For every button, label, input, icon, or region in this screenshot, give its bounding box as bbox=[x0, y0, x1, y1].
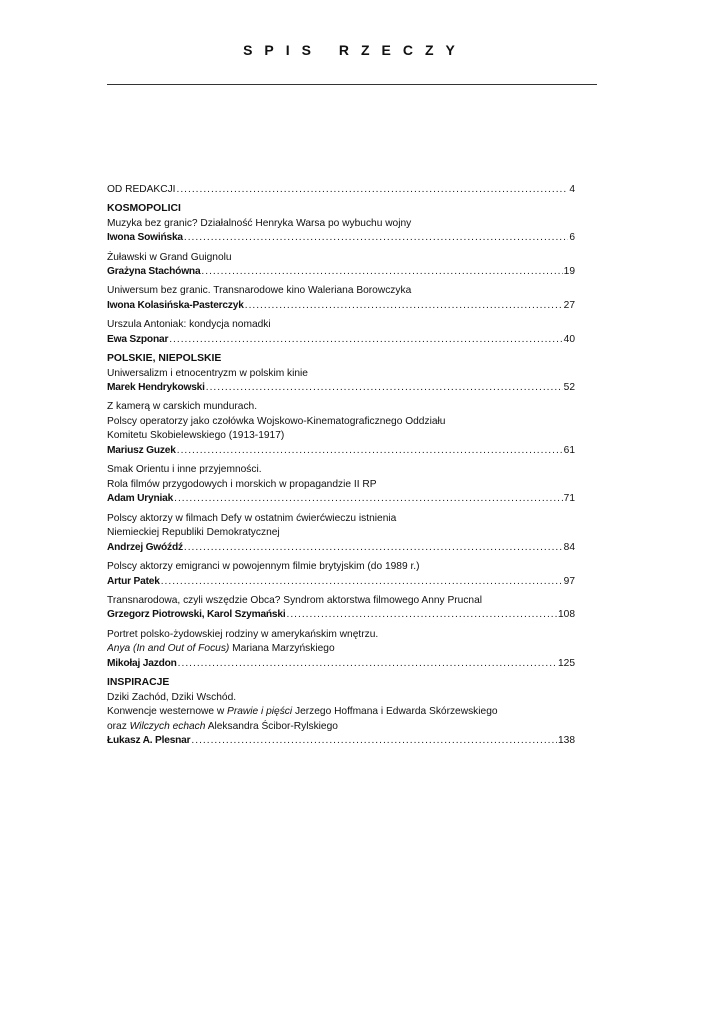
entry-author: Grażyna Stachówna bbox=[107, 266, 201, 278]
page-number: 27 bbox=[563, 299, 575, 311]
entry-author: Marek Hendrykowski bbox=[107, 382, 205, 394]
entry-author: Mariusz Guzek bbox=[107, 445, 176, 457]
toc-entry[interactable] bbox=[107, 560, 575, 589]
toc-entry[interactable] bbox=[107, 512, 575, 556]
dot-leader bbox=[191, 734, 557, 749]
toc-entry[interactable] bbox=[107, 217, 575, 246]
entry-author: Ewa Szponar bbox=[107, 333, 169, 345]
page-number: 4 bbox=[569, 184, 575, 195]
toc-entry[interactable] bbox=[107, 691, 575, 749]
dot-leader bbox=[169, 333, 562, 348]
entry-title-rest: Mariana Marzyńskiego bbox=[229, 643, 335, 655]
entry-title: Niemieckiej Republiki Demokratycznej bbox=[107, 527, 280, 539]
dot-leader bbox=[177, 444, 563, 459]
entry-title-part: Konwencje westernowe w bbox=[107, 706, 228, 718]
section-heading-polskie-niepolskie: POLSKIE, NIEPOLSKIE bbox=[107, 352, 222, 364]
dot-leader bbox=[174, 492, 563, 507]
entry-author: Iwona Sowińska bbox=[107, 232, 183, 244]
dot-leader bbox=[177, 183, 569, 198]
section-heading-kosmopolici: KOSMOPOLICI bbox=[107, 203, 181, 215]
page-number: 19 bbox=[563, 266, 575, 278]
toc-entry[interactable] bbox=[107, 628, 575, 672]
dot-leader bbox=[161, 575, 563, 590]
entry-title: Uniwersum bez granic. Transnarodowe kino Waleriana Borowczyka bbox=[107, 285, 412, 297]
entry-title: Z kamerą w carskich mundurach. bbox=[107, 401, 258, 413]
entry-author: Mikołaj Jazdon bbox=[107, 657, 177, 669]
entry-title-part: Aleksandra Ścibor-Rylskiego bbox=[205, 720, 338, 732]
entry-title: Komitetu Skobielewskiego (1913-1917) bbox=[107, 430, 285, 442]
entry-title bbox=[107, 720, 575, 735]
toc-entry[interactable] bbox=[107, 318, 575, 347]
entry-title-part: Jerzego Hoffmana i Edwarda Skórzewskiego bbox=[292, 706, 498, 718]
page-number: 97 bbox=[563, 575, 575, 587]
entry-author: Grzegorz Piotrowski, Karol Szymański bbox=[107, 609, 286, 621]
page-number: 6 bbox=[569, 232, 575, 244]
entry-title: Polscy aktorzy w filmach Defy w ostatnim ćwierćwieczu istnienia bbox=[107, 512, 397, 524]
toc-entry[interactable] bbox=[107, 463, 575, 507]
title-divider bbox=[107, 84, 597, 85]
toc-entry[interactable] bbox=[107, 251, 575, 280]
entry-title bbox=[107, 642, 575, 657]
page-number: 125 bbox=[558, 657, 575, 669]
film-title: Anya (In and Out of Focus) bbox=[107, 643, 230, 655]
page-number: 108 bbox=[558, 609, 575, 621]
dot-leader bbox=[245, 299, 563, 314]
toc-entry-label: OD REDAKCJI bbox=[107, 184, 176, 195]
entry-title: Rola filmów przygodowych i morskich w propagandzie II RP bbox=[107, 478, 377, 490]
toc-entry[interactable] bbox=[107, 284, 575, 313]
page-number: 71 bbox=[563, 493, 575, 505]
dot-leader bbox=[206, 381, 563, 396]
entry-title: Uniwersalizm i etnocentryzm w polskim kinie bbox=[107, 367, 308, 379]
entry-title: Żuławski w Grand Guignolu bbox=[107, 251, 232, 263]
entry-title-part: oraz bbox=[107, 720, 130, 732]
dot-leader bbox=[178, 657, 557, 672]
dot-leader bbox=[287, 608, 558, 623]
table-of-contents bbox=[107, 183, 575, 754]
entry-author: Artur Patek bbox=[107, 575, 160, 587]
page-number: 52 bbox=[563, 382, 575, 394]
film-title: Wilczych echach bbox=[129, 720, 206, 732]
entry-author: Adam Uryniak bbox=[107, 493, 174, 505]
entry-title bbox=[107, 705, 575, 720]
toc-entry[interactable] bbox=[107, 594, 575, 623]
page-number: 138 bbox=[558, 735, 575, 747]
entry-title: Dziki Zachód, Dziki Wschód. bbox=[107, 691, 237, 703]
film-title: Prawie i pięści bbox=[227, 706, 293, 718]
entry-title: Smak Orientu i inne przyjemności. bbox=[107, 464, 262, 476]
entry-title: Transnarodowa, czyli wszędzie Obca? Syndrom aktorstwa filmowego Anny Prucnal bbox=[107, 594, 483, 606]
toc-entry[interactable] bbox=[107, 400, 575, 458]
entry-title: Muzyka bez granic? Działalność Henryka Warsa po wybuchu wojny bbox=[107, 217, 412, 229]
dot-leader bbox=[184, 231, 568, 246]
page-number: 40 bbox=[563, 333, 575, 345]
page-number: 84 bbox=[563, 541, 575, 553]
entry-author: Iwona Kolasińska-Pasterczyk bbox=[107, 299, 244, 311]
dot-leader bbox=[201, 265, 562, 280]
entry-author: Łukasz A. Plesnar bbox=[107, 735, 191, 747]
entry-title: Polscy operatorzy jako czołówka Wojskowo-Kinematograficznego Oddziału bbox=[107, 415, 446, 427]
entry-title: Portret polsko-żydowskiej rodziny w amerykańskim wnętrzu. bbox=[107, 628, 379, 640]
dot-leader bbox=[184, 541, 563, 556]
entry-title: Polscy aktorzy emigranci w powojennym filmie brytyjskim (do 1989 r.) bbox=[107, 561, 420, 572]
entry-title: Urszula Antoniak: kondycja nomadki bbox=[107, 319, 271, 331]
toc-entry-od-redakcji[interactable] bbox=[107, 183, 575, 198]
section-heading-inspiracje: INSPIRACJE bbox=[107, 676, 170, 688]
page-number: 61 bbox=[563, 445, 575, 457]
toc-entry[interactable] bbox=[107, 367, 575, 396]
entry-author: Andrzej Gwóźdź bbox=[107, 541, 183, 553]
page-title: SPIS RZECZY bbox=[243, 42, 467, 58]
